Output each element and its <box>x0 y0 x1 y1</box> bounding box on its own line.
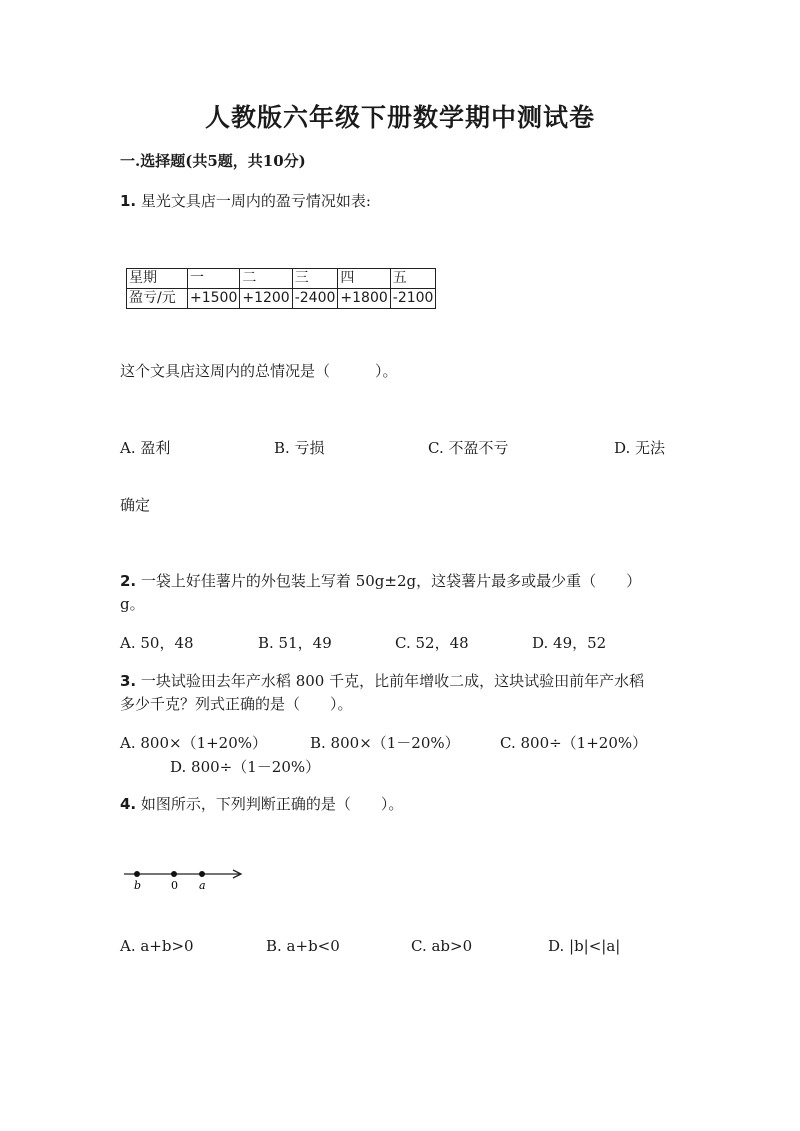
table-row <box>127 269 436 289</box>
question-1 <box>120 190 371 211</box>
table-cell: 星期 <box>127 269 188 289</box>
page-title: 人教版六年级下册数学期中测试卷 <box>204 103 595 132</box>
option-a[interactable]: A. 盈利 <box>120 439 171 457</box>
option-d[interactable]: D. 无法 <box>614 439 666 457</box>
question-1-stem: 这个文具店这周内的总情况是（ ）。 <box>120 362 398 380</box>
option-c[interactable]: C. ab>0 <box>411 937 473 955</box>
option-d[interactable]: D. 800÷（1－20%） <box>170 758 321 776</box>
table-cell: +1500 <box>188 289 240 309</box>
table-cell: 四 <box>338 269 390 289</box>
question-text: 如图所示，下列判断正确的是（ ）。 <box>140 795 404 813</box>
table-cell: +1800 <box>338 289 390 309</box>
option-c[interactable]: C. 52，48 <box>395 634 469 652</box>
table-cell: 二 <box>240 269 292 289</box>
table-cell: 一 <box>188 269 240 289</box>
table-cell: -2400 <box>292 289 338 309</box>
question-text: 一袋上好佳薯片的外包装上写着 50g±2g，这袋薯片最多或最少重（ ） <box>140 572 642 590</box>
question-number: 2. <box>120 572 137 590</box>
point-b <box>134 871 140 877</box>
option-a[interactable]: A. 50，48 <box>120 634 194 652</box>
table-cell: +1200 <box>240 289 292 309</box>
question-number: 1. <box>120 192 137 210</box>
label-a: a <box>199 879 206 892</box>
label-zero: 0 <box>171 879 178 892</box>
question-text: 一块试验田去年产水稻 800 千克，比前年增收二成，这块试验田前年产水稻 <box>140 672 645 690</box>
question-2 <box>120 570 641 591</box>
question-text: 星光文具店一周内的盈亏情况如表: <box>140 192 371 210</box>
profit-table <box>126 268 436 309</box>
option-a[interactable]: A. a+b>0 <box>120 937 194 955</box>
option-d[interactable]: D. 49，52 <box>532 634 607 652</box>
question-3 <box>120 670 644 691</box>
question-number: 4. <box>120 795 137 813</box>
table-cell: 五 <box>390 269 436 289</box>
label-b: b <box>134 879 142 892</box>
table-cell: -2100 <box>390 289 436 309</box>
option-c[interactable]: C. 不盈不亏 <box>428 439 509 457</box>
question-3-line2: 多少千克？列式正确的是（ ）。 <box>120 695 353 713</box>
option-b[interactable]: B. a+b<0 <box>266 937 340 955</box>
table-cell: 三 <box>292 269 338 289</box>
table-row <box>127 289 436 309</box>
section-heading: 一.选择题(共5题，共10分) <box>120 152 306 170</box>
point-zero <box>171 871 177 877</box>
question-2-line2: g。 <box>120 595 145 613</box>
table-cell: 盈亏/元 <box>127 289 188 309</box>
option-d-continued: 确定 <box>120 496 151 514</box>
option-b[interactable]: B. 800×（1－20%） <box>310 734 460 752</box>
option-c[interactable]: C. 800÷（1+20%） <box>500 734 648 752</box>
point-a <box>199 871 205 877</box>
number-line-figure <box>122 862 252 892</box>
option-b[interactable]: B. 亏损 <box>274 439 325 457</box>
question-4 <box>120 793 403 814</box>
question-number: 3. <box>120 672 137 690</box>
option-b[interactable]: B. 51，49 <box>258 634 332 652</box>
option-a[interactable]: A. 800×（1+20%） <box>120 734 268 752</box>
option-d[interactable]: D. |b|<|a| <box>548 937 621 955</box>
